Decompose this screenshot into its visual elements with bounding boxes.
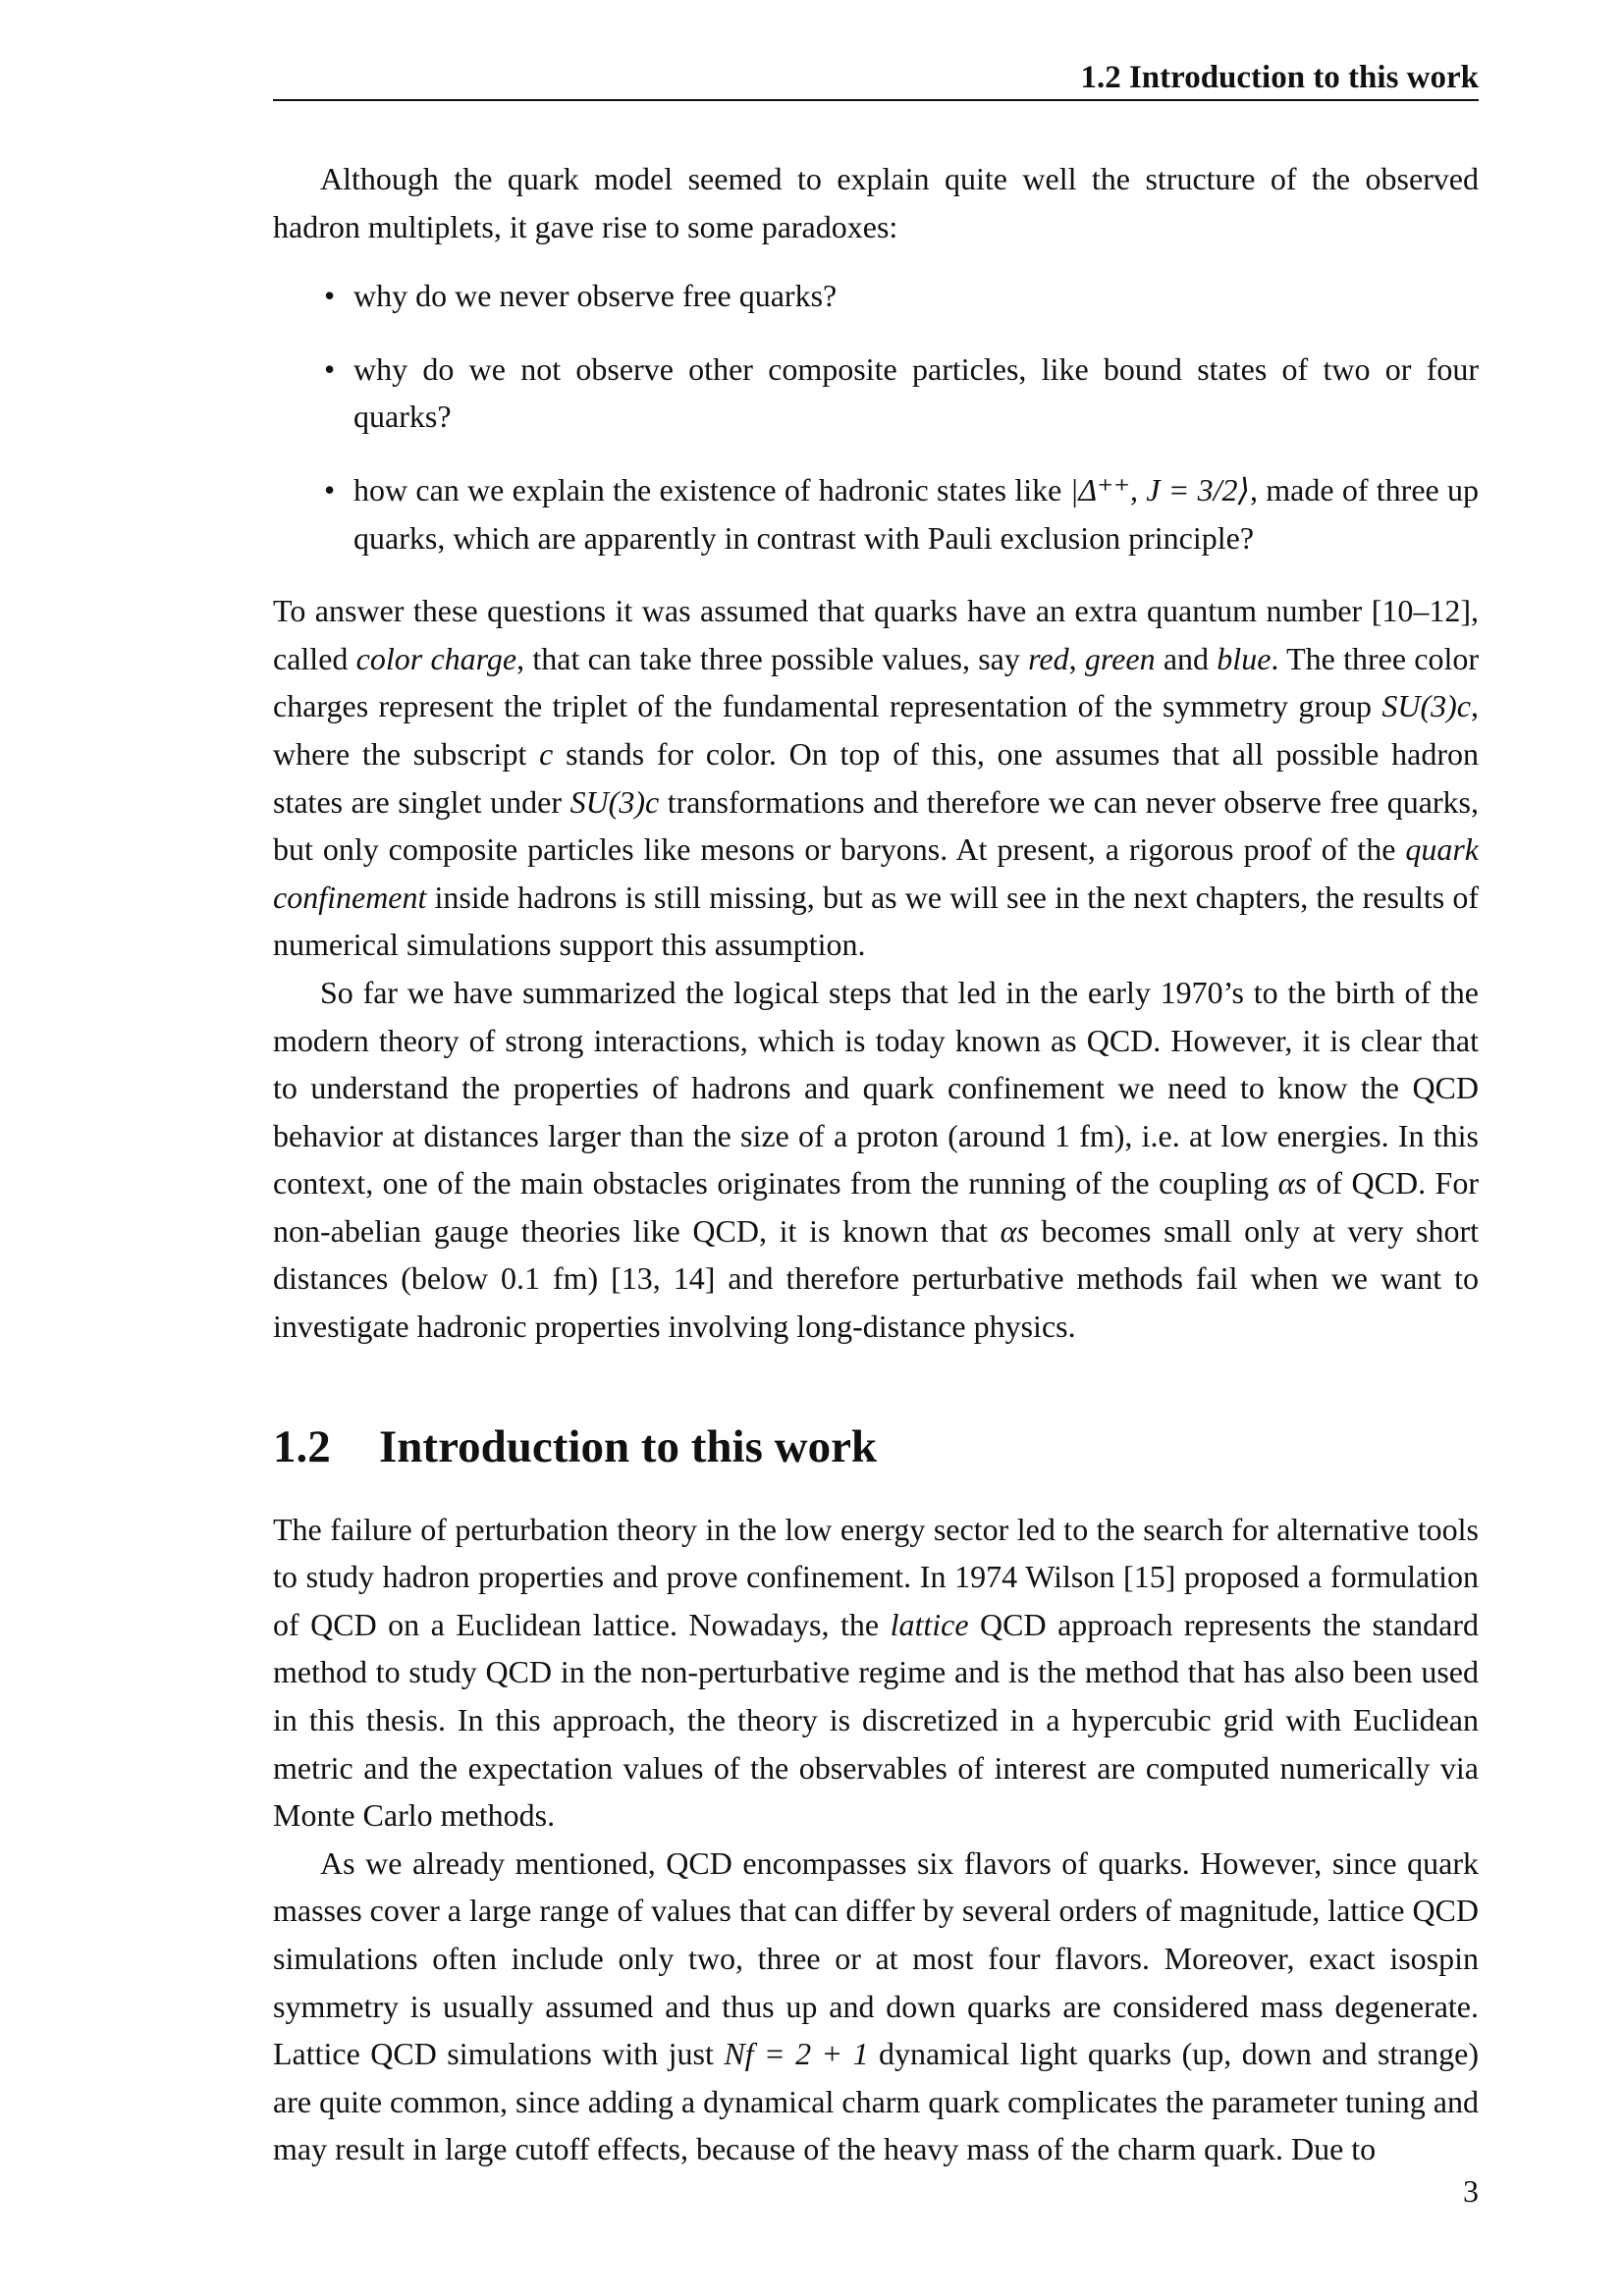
text-run: As we already mentioned, QCD encompasses six flavors of quarks. However, since quark masses cover a large range of values that can differ by several orders of magnitude, lattice QCD simulations often include only two, three or at most four flavors. Moreover, exact isospin symmetry is usually assumed and thus up and down quarks are considered mass degenerate. Lattice QCD simulations with just [273, 1844, 1479, 2072]
alpha-s-symbol: αs [1000, 1212, 1029, 1249]
page-number: 3 [1463, 2173, 1479, 2209]
text-run: So far we have summarized the logical steps that led in the early 1970’s to the birth of the modern theory of strong interactions, which is today known as QCD. However, it is clear that to understand the properties of hadrons and quark confinement we need to know the QCD behavior at distances larger than the size of a proton (around 1 fm), i.e. at low energies. In this context, one of the main obstacles originates from the running of the coupling [273, 974, 1479, 1201]
bullet-text: , made of three up quarks, which are apparently in contrast with Pauli exclusion principle? [353, 471, 1480, 556]
list-item [273, 346, 1479, 441]
text-run: becomes small only at very short distances (below 0.1 fm) [13, 14] and therefore perturbative methods fail when we want to investigate hadronic properties involving long-distance physics. [273, 1212, 1480, 1345]
paradox-list [273, 272, 1479, 561]
color-charge-paragraph [273, 587, 1479, 969]
term-lattice: lattice [890, 1606, 969, 1642]
section-number: 1.2 [273, 1420, 331, 1472]
qcd-history-paragraph [273, 969, 1479, 1351]
su3c-formula: SU(3)c [1381, 688, 1471, 724]
text-run: of QCD. For non-abelian gauge theories like QCD, it is known that [273, 1165, 1480, 1249]
list-item [273, 466, 1479, 561]
intro-paragraph: Although the quark model seemed to explain quite well the structure of the observed hadron multiplets, it gave rise to some paradoxes: [273, 161, 1479, 244]
text-run: , that can take three possible values, say [516, 640, 1029, 676]
text-run: QCD approach represents the standard method to study QCD in the non-perturbative regime and is the method that has also been used in this thesis. In this approach, the theory is discretized in a hypercubic grid with Euclidean metric and the expectation values of the observables of interest are computed numerically via Monte Carlo methods. [273, 1606, 1480, 1834]
su3c-formula: SU(3)c [569, 783, 660, 820]
flavors-paragraph [273, 1840, 1479, 2173]
running-head: 1.2 Introduction to this work [1080, 60, 1479, 95]
text-run: dynamical light quarks (up, down and strange) are quite common, since adding a dynamical charm quark complicates the parameter tuning and may result in large cutoff effects, because of the heavy mass of the charm quark. Due to [273, 2036, 1480, 2167]
section-title: Introduction to this work [379, 1420, 878, 1472]
text-run: , where the subscript [273, 688, 1479, 772]
text-run: , [1068, 640, 1085, 676]
bullet-text: why do we not observe other composite particles, like bound states of two or four quarks? [353, 350, 1479, 435]
term-blue: blue [1217, 640, 1272, 676]
term-green: green [1084, 640, 1156, 676]
term-color-charge: color charge [355, 640, 517, 676]
list-item [273, 272, 1479, 320]
header-rule [273, 99, 1479, 101]
delta-state-formula: |Δ⁺⁺, J = 3/2⟩ [1069, 471, 1250, 507]
nf-formula: Nf = 2 + 1 [724, 2036, 869, 2072]
section-heading [273, 1417, 1479, 1476]
bullet-text: why do we never observe free quarks? [353, 278, 838, 314]
text-run: inside hadrons is still missing, but as we will see in the next chapters, the results of numerical simulations support this assumption. [273, 879, 1479, 963]
term-quark-confinement: quark confinement [273, 831, 1479, 915]
text-run: stands for color. On top of this, one assumes that all possible hadron states are singlet under [273, 735, 1480, 820]
text-run: To answer these questions it was assumed that quarks have an extra quantum number [10–12], called [273, 593, 1479, 676]
bullet-text: how can we explain the existence of hadronic states like [353, 471, 1062, 507]
bullet-icon: • [324, 278, 336, 314]
body-text [273, 155, 1479, 2173]
c-symbol: c [539, 735, 554, 772]
text-run: The failure of perturbation theory in the low energy sector led to the search for alternative tools to study hadron properties and prove confinement. In 1974 Wilson [15] proposed a formulation of QCD on a Euclidean lattice. Nowadays, the [273, 1511, 1479, 1642]
bullet-icon: • [324, 471, 336, 507]
lattice-paragraph [273, 1506, 1479, 1840]
term-red: red [1028, 640, 1069, 676]
text-run: and [1155, 640, 1218, 676]
alpha-s-symbol: αs [1277, 1165, 1307, 1201]
text-run: . The three color charges represent the triplet of the fundamental representation of the symmetry group [273, 640, 1480, 724]
text-run: transformations and therefore we can never observe free quarks, but only composite particles like mesons or baryons. At present, a rigorous proof of the [273, 783, 1480, 868]
bullet-icon: • [324, 350, 336, 387]
